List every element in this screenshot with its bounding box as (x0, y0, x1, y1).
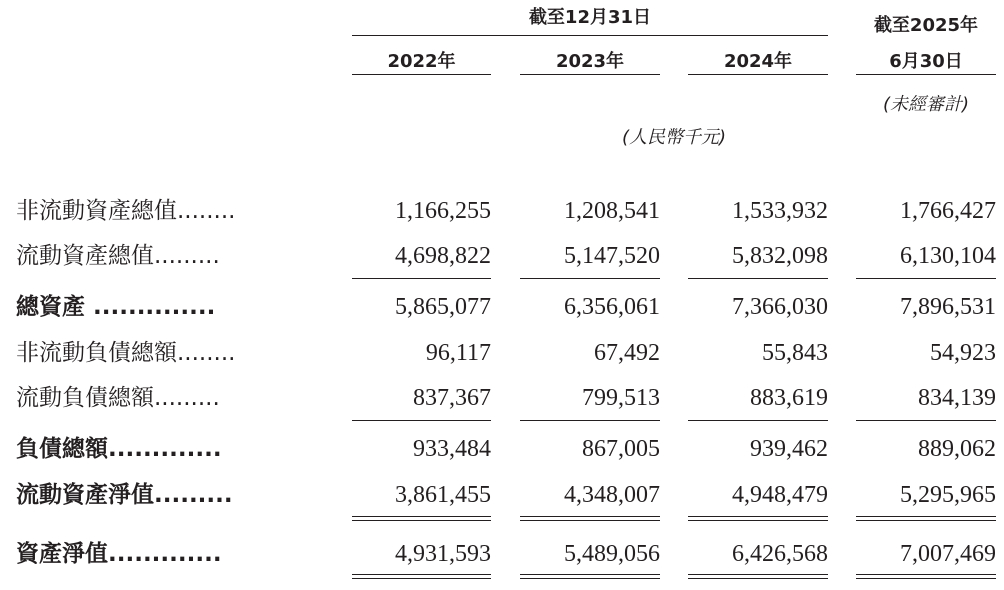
table-row-net-assets (0, 536, 1004, 572)
header-rule-col4 (856, 74, 996, 75)
table-row-total-assets (0, 289, 1004, 325)
value-2025h1: 7,896,531 (900, 294, 996, 320)
value-2024: 4,948,479 (732, 482, 828, 508)
double-rule-col4 (856, 574, 996, 579)
unaudited-note: (未經審計) (882, 94, 970, 115)
table-row-total-liabilities (0, 431, 1004, 467)
year-header-2023: 2023年 (555, 51, 625, 72)
subtotal-rule-2022 (352, 278, 491, 279)
value-2023: 6,356,061 (564, 294, 660, 320)
row-label: 流動資產淨值......... (16, 482, 233, 508)
value-2025h1: 889,062 (918, 436, 996, 462)
value-2022: 4,931,593 (395, 541, 491, 567)
value-2023: 4,348,007 (564, 482, 660, 508)
value-2024: 6,426,568 (732, 541, 828, 567)
double-rule-2022 (352, 516, 491, 521)
double-rule-2024 (688, 574, 828, 579)
double-rule-col4 (856, 516, 996, 521)
value-2024: 5,832,098 (732, 243, 828, 269)
value-2025h1: 1,766,427 (900, 198, 996, 224)
value-2024: 7,366,030 (732, 294, 828, 320)
double-rule-2024 (688, 516, 828, 521)
double-rule-2022 (352, 574, 491, 579)
value-2022: 933,484 (413, 436, 491, 462)
value-2025h1: 834,139 (918, 385, 996, 411)
value-2023: 1,208,541 (564, 198, 660, 224)
row-label: 資產淨值............. (16, 541, 222, 567)
header-rule-2023 (520, 74, 660, 75)
value-2024: 883,619 (750, 385, 828, 411)
double-rule-2023 (520, 516, 660, 521)
value-2025h1: 5,295,965 (900, 482, 996, 508)
table-row-net-current-assets (0, 477, 1004, 513)
row-label: 負債總額............. (16, 436, 222, 462)
table-row-non-current-liabilities (0, 335, 1004, 371)
subtotal-rule-col4 (856, 420, 996, 421)
table-row-current-assets (0, 238, 1004, 274)
subtotal-rule-2024 (688, 420, 828, 421)
row-label: 總資產 .............. (16, 294, 216, 320)
value-2024: 55,843 (762, 340, 828, 366)
value-2022: 5,865,077 (395, 294, 491, 320)
value-2025h1: 6,130,104 (900, 243, 996, 269)
year-header-2024: 2024年 (723, 51, 793, 72)
group-title-rule (352, 35, 828, 36)
value-2024: 939,462 (750, 436, 828, 462)
row-label: 非流動負債總額........ (16, 340, 236, 366)
subtotal-rule-2023 (520, 278, 660, 279)
year-header-2022: 2022年 (387, 51, 456, 72)
subtotal-rule-2024 (688, 278, 828, 279)
value-2022: 4,698,822 (395, 243, 491, 269)
value-2024: 1,533,932 (732, 198, 828, 224)
value-2023: 867,005 (582, 436, 660, 462)
value-2023: 799,513 (582, 385, 660, 411)
value-2022: 1,166,255 (395, 198, 491, 224)
value-2023: 5,489,056 (564, 541, 660, 567)
value-2022: 96,117 (425, 340, 491, 366)
table-row-non-current-assets (0, 193, 1004, 229)
subtotal-rule-2022 (352, 420, 491, 421)
value-2025h1: 7,007,469 (900, 541, 996, 567)
row-label: 流動資產總值......... (16, 243, 220, 269)
period-group-title: 截至12月31日 (528, 7, 652, 28)
row-label: 非流動資產總值........ (16, 198, 236, 224)
header-rule-2024 (688, 74, 828, 75)
col4-header-line1: 截至2025年 (873, 15, 979, 36)
value-2023: 5,147,520 (564, 243, 660, 269)
value-2022: 3,861,455 (395, 482, 491, 508)
value-2022: 837,367 (413, 385, 491, 411)
value-2023: 67,492 (594, 340, 660, 366)
header-rule-2022 (352, 74, 491, 75)
currency-unit-note: (人民幣千元) (621, 127, 727, 148)
double-rule-2023 (520, 574, 660, 579)
subtotal-rule-col4 (856, 278, 996, 279)
value-2025h1: 54,923 (930, 340, 996, 366)
table-row-current-liabilities (0, 380, 1004, 416)
row-label: 流動負債總額......... (16, 385, 220, 411)
subtotal-rule-2023 (520, 420, 660, 421)
col4-header-line2: 6月30日 (889, 51, 963, 72)
